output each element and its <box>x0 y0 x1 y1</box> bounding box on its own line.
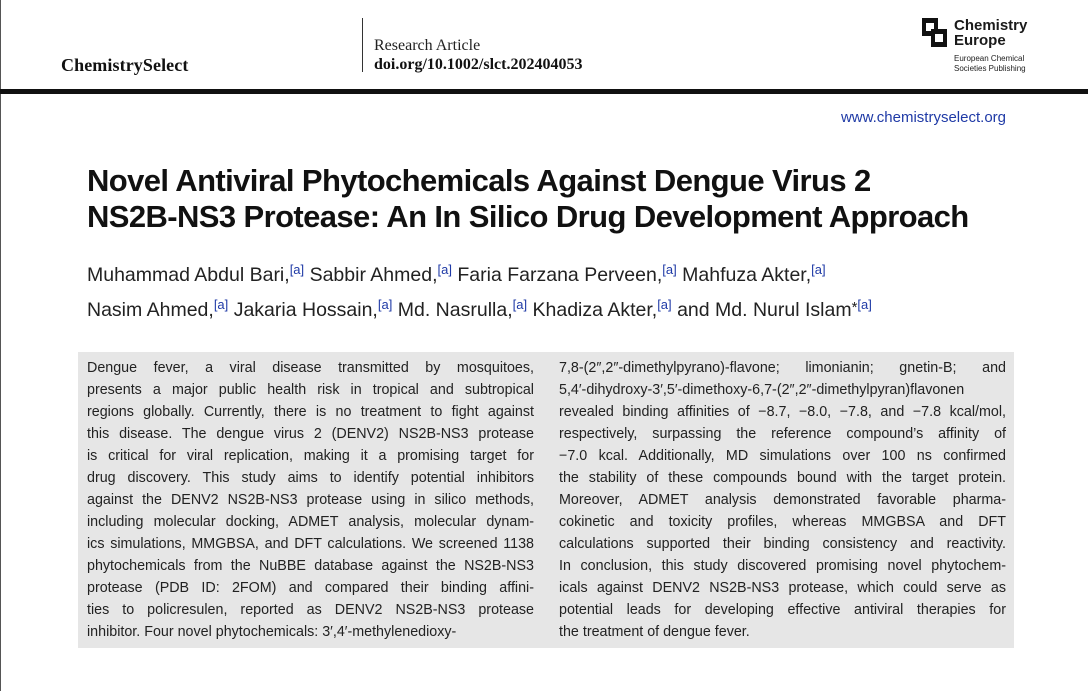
abstract-line: calculations supported their binding consistency and reactivity. <box>559 536 1006 552</box>
affiliation-marker[interactable]: [a] <box>657 297 672 312</box>
affiliation-marker[interactable]: [a] <box>857 297 872 312</box>
abstract-line: Dengue fever, a viral disease transmitted by mosquitoes, <box>87 360 534 376</box>
affiliation-marker[interactable]: [a] <box>811 262 826 277</box>
logo-name <box>954 18 1064 48</box>
abstract-line: inhibitor. Four novel phytochemicals: 3′,4′-methylenedioxy- <box>87 624 457 640</box>
header-divider <box>362 18 363 72</box>
logo-subtitle <box>954 54 1064 74</box>
article-type: Research Article <box>374 37 481 54</box>
affiliation-marker[interactable]: [a] <box>213 297 229 312</box>
author-name: Md. Nasrulla, <box>397 299 513 321</box>
author-name: Muhammad Abdul Bari, <box>87 264 290 286</box>
abstract-line: cokinetic and toxicity profiles, whereas MMGBSA and DFT <box>559 514 1006 530</box>
affiliation-marker[interactable]: [a] <box>662 262 677 277</box>
affiliation-marker[interactable]: [a] <box>289 262 305 277</box>
author-name: Jakaria Hossain, <box>233 299 378 321</box>
logo-name-line2: Europe <box>954 32 1006 49</box>
author-name: Khadiza Akter, <box>532 299 658 321</box>
abstract-line: phytochemicals from the NuBBE database against the NS2B-NS3 <box>87 558 534 574</box>
abstract-right-column <box>559 357 1006 643</box>
abstract-line: regions globally. Currently, there is no treatment to fight against <box>87 404 534 420</box>
logo-sub-line2: Societies Publishing <box>954 64 1026 73</box>
affiliation-marker[interactable]: [a] <box>377 297 393 312</box>
abstract-line: potential leads for developing effective antiviral therapies for <box>559 602 1006 618</box>
author-name: Sabbir Ahmed, <box>309 264 438 286</box>
chemistry-europe-logo-icon <box>922 18 948 48</box>
abstract-left-column <box>87 357 534 643</box>
abstract-line: drug discovery. This study aims to identify potential inhibitors <box>87 470 534 486</box>
journal-name: ChemistrySelect <box>61 55 189 75</box>
abstract-line: ics simulations, MMGBSA, and DFT calculations. We screened 1138 <box>87 536 534 552</box>
abstract-line: Moreover, ADMET analysis demonstrated favorable pharma- <box>559 492 1006 508</box>
doi-link[interactable]: doi.org/10.1002/slct.202404053 <box>374 56 583 73</box>
abstract-line: including molecular docking, ADMET analysis, molecular dynam- <box>87 514 534 530</box>
chemistry-europe-logo[interactable] <box>922 18 1062 78</box>
page-left-border <box>0 0 1 691</box>
abstract-line: respectively, surpassing the reference compound’s affinity of <box>559 426 1006 442</box>
abstract-line: icals against DENV2 NS2B-NS3 protease, which could serve as <box>559 580 1006 596</box>
header-rule <box>0 89 1088 94</box>
title-line-1: Novel Antiviral Phytochemicals Against Dengue Virus 2 <box>87 163 871 198</box>
logo-sub-line1: European Chemical <box>954 54 1025 63</box>
abstract-line: protease (PDB ID: 2FOM) and compared their binding affini- <box>87 580 534 596</box>
author-name: Mahfuza Akter, <box>682 264 812 286</box>
title-line-2: NS2B-NS3 Protease: An In Silico Drug Development Approach <box>87 199 969 234</box>
author-list <box>87 255 1047 325</box>
affiliation-marker[interactable]: [a] <box>437 262 452 277</box>
abstract-line: ties to policresulen, reported as DENV2 NS2B-NS3 protease <box>87 602 534 618</box>
affiliation-marker[interactable]: [a] <box>512 297 528 312</box>
author-name: Faria Farzana Perveen, <box>457 264 663 286</box>
author-name: and Md. Nurul Islam <box>677 299 852 321</box>
abstract-line: 7,8-(2″,2″-dimethylpyrano)-flavone; limonianin; gnetin-B; and <box>559 360 1006 376</box>
journal-website-link[interactable]: www.chemistryselect.org <box>840 109 1006 126</box>
corresponding-author-star: * <box>851 299 858 316</box>
article-title <box>87 163 1047 235</box>
abstract-line: this disease. The dengue virus 2 (DENV2) NS2B-NS3 protease <box>87 426 534 442</box>
abstract-line: is critical for viral replication, making it a promising target for <box>87 448 534 464</box>
abstract-line: the treatment of dengue fever. <box>559 624 750 640</box>
abstract-line: In conclusion, this study discovered promising novel phytochem- <box>559 558 1006 574</box>
abstract-line: the stability of these compounds bound with the target protein. <box>559 470 1006 486</box>
abstract-line: revealed binding affinities of −8.7, −8.0, −7.8, and −7.8 kcal/mol, <box>559 404 1006 420</box>
abstract-line: against the DENV2 NS2B-NS3 protease using in silico methods, <box>87 492 534 508</box>
abstract-box <box>78 352 1014 648</box>
logo-name-line1: Chemistry <box>954 17 1028 34</box>
abstract-line: −7.0 kcal. Additionally, MD simulations over 100 ns confirmed <box>559 448 1006 464</box>
abstract-line: 5,4′-dihydroxy-3′,5′-dimethoxy-6,7-(2″,2″-dimethylpyran)flavonen <box>559 382 965 398</box>
abstract-line: presents a major public health risk in tropical and subtropical <box>87 382 534 398</box>
author-name: Nasim Ahmed, <box>87 299 214 321</box>
